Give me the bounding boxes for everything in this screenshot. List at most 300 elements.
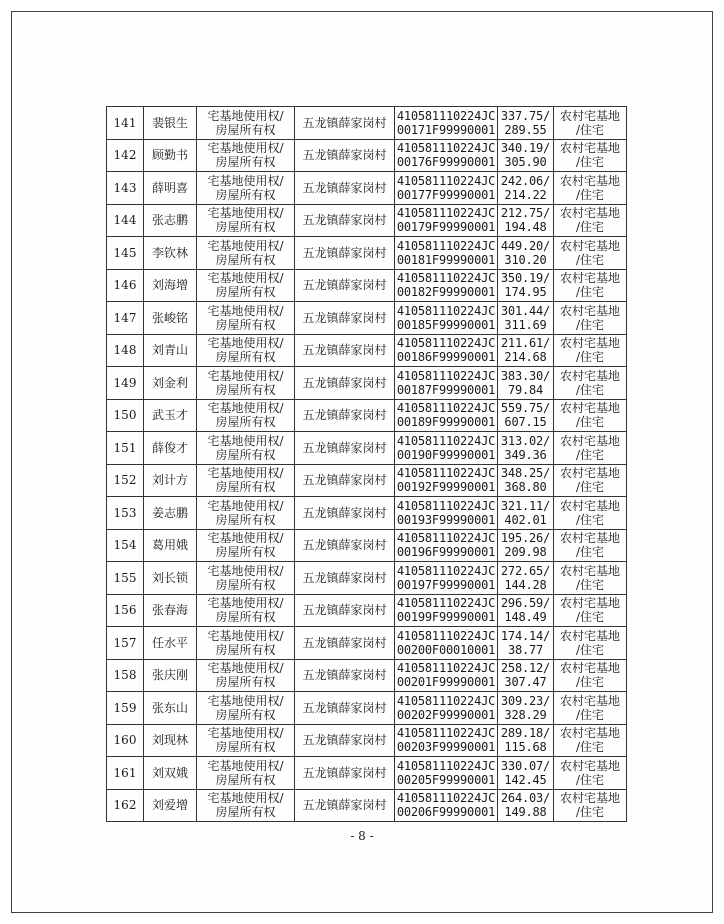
right-type-text: 宅基地使用权/ [207, 758, 284, 773]
owner-name-text: 张志鹏 [151, 213, 188, 228]
right-type [197, 757, 295, 790]
land-use-text: /住宅 [575, 122, 605, 137]
table-row [107, 757, 627, 790]
area [498, 464, 554, 497]
unit-code [395, 562, 498, 595]
land-use-text: 农村宅基地 [559, 791, 620, 806]
location-text: 五龙镇薛家岗村 [302, 310, 387, 325]
right-type [197, 789, 295, 822]
unit-code-text: 00181F99990001 [396, 252, 496, 267]
unit-code-text: 00186F99990001 [396, 350, 496, 365]
land-use-text: /住宅 [575, 220, 605, 235]
right-type-text: 宅基地使用权/ [207, 628, 284, 643]
unit-code-text: 00199F99990001 [396, 610, 496, 625]
owner-name [144, 334, 197, 367]
right-type-text: 宅基地使用权/ [207, 336, 284, 351]
area [498, 562, 554, 595]
right-type-text: 房屋所有权 [215, 610, 276, 625]
owner-name-text: 李钦林 [151, 245, 188, 260]
owner-name [144, 529, 197, 562]
row-number [107, 367, 144, 400]
unit-code [395, 302, 498, 335]
unit-code [395, 237, 498, 270]
owner-name-text: 张春海 [151, 603, 188, 618]
area [498, 302, 554, 335]
area-text: 349.36 [504, 447, 547, 462]
land-use-text: /住宅 [575, 610, 605, 625]
land-use-text: 农村宅基地 [559, 206, 620, 221]
owner-name [144, 269, 197, 302]
unit-code-text: 00187F99990001 [396, 382, 496, 397]
location [295, 204, 395, 237]
owner-name [144, 627, 197, 660]
area-text: 310.20 [504, 252, 547, 267]
unit-code [395, 497, 498, 530]
land-use-text: /住宅 [575, 805, 605, 820]
land-use-text: 农村宅基地 [559, 466, 620, 481]
land-use-text: /住宅 [575, 285, 605, 300]
row-number [107, 432, 144, 465]
table-body [107, 107, 627, 822]
table-row [107, 789, 627, 822]
table-row [107, 367, 627, 400]
land-use-text: /住宅 [575, 317, 605, 332]
land-use-text: 农村宅基地 [559, 336, 620, 351]
location [295, 789, 395, 822]
location [295, 302, 395, 335]
right-type-text: 房屋所有权 [215, 415, 276, 430]
right-type-text: 宅基地使用权/ [207, 141, 284, 156]
unit-code-text: 410581110224JC [396, 401, 496, 416]
right-type [197, 497, 295, 530]
row-number-text: 158 [113, 668, 137, 683]
unit-code-text: 00185F99990001 [396, 317, 496, 332]
unit-code-text: 00201F99990001 [396, 675, 496, 690]
unit-code-text: 00197F99990001 [396, 577, 496, 592]
area [498, 204, 554, 237]
area-text: 321.11/ [500, 498, 551, 513]
owner-name-text: 顾勤书 [151, 148, 188, 163]
location-text: 五龙镇薛家岗村 [302, 408, 387, 423]
area-text: 309.23/ [500, 693, 551, 708]
area-text: 289.18/ [500, 726, 551, 741]
row-number-text: 143 [113, 180, 137, 195]
owner-name-text: 葛用娥 [151, 538, 188, 553]
registration-table [106, 106, 627, 822]
area [498, 659, 554, 692]
right-type-text: 房屋所有权 [215, 285, 276, 300]
unit-code-text: 410581110224JC [396, 336, 496, 351]
land-use-text: /住宅 [575, 740, 605, 755]
land-use-text: 农村宅基地 [559, 693, 620, 708]
row-number [107, 497, 144, 530]
land-use-text: /住宅 [575, 187, 605, 202]
land-use [554, 692, 627, 725]
area-text: 296.59/ [500, 596, 551, 611]
owner-name [144, 724, 197, 757]
area-text: 214.68 [504, 350, 547, 365]
location-text: 五龙镇薛家岗村 [302, 245, 387, 260]
right-type [197, 269, 295, 302]
area-text: 311.69 [504, 317, 547, 332]
area [498, 497, 554, 530]
land-use-text: 农村宅基地 [559, 368, 620, 383]
area [498, 789, 554, 822]
land-use [554, 659, 627, 692]
land-use-text: 农村宅基地 [559, 108, 620, 123]
unit-code-text: 00182F99990001 [396, 285, 496, 300]
location [295, 757, 395, 790]
right-type [197, 594, 295, 627]
location [295, 464, 395, 497]
area-text: 607.15 [504, 415, 547, 430]
right-type [197, 529, 295, 562]
land-use-text: 农村宅基地 [559, 401, 620, 416]
unit-code [395, 399, 498, 432]
area [498, 237, 554, 270]
owner-name [144, 757, 197, 790]
location-text: 五龙镇薛家岗村 [302, 278, 387, 293]
row-number [107, 464, 144, 497]
land-use-text: 农村宅基地 [559, 498, 620, 513]
unit-code-text: 410581110224JC [396, 596, 496, 611]
unit-code-text: 410581110224JC [396, 238, 496, 253]
unit-code-text: 00176F99990001 [396, 155, 496, 170]
land-use-text: /住宅 [575, 480, 605, 495]
table-row [107, 269, 627, 302]
right-type [197, 659, 295, 692]
area-text: 142.45 [504, 772, 547, 787]
land-use-text: /住宅 [575, 447, 605, 462]
owner-name-text: 薛俊才 [151, 440, 188, 455]
owner-name [144, 432, 197, 465]
land-use-text: 农村宅基地 [559, 661, 620, 676]
unit-code [395, 789, 498, 822]
unit-code-text: 410581110224JC [396, 498, 496, 513]
right-type [197, 367, 295, 400]
owner-name-text: 刘双娥 [151, 765, 188, 780]
location-text: 五龙镇薛家岗村 [302, 213, 387, 228]
table-row [107, 204, 627, 237]
area-text: 368.80 [504, 480, 547, 495]
unit-code-text: 410581110224JC [396, 271, 496, 286]
row-number-text: 146 [113, 278, 137, 293]
owner-name [144, 789, 197, 822]
land-use-text: 农村宅基地 [559, 141, 620, 156]
table-row [107, 659, 627, 692]
location-text: 五龙镇薛家岗村 [302, 733, 387, 748]
location [295, 659, 395, 692]
unit-code [395, 757, 498, 790]
table-row [107, 334, 627, 367]
area-text: 209.98 [504, 545, 547, 560]
land-use-text: 农村宅基地 [559, 726, 620, 741]
location-text: 五龙镇薛家岗村 [302, 798, 387, 813]
table-row [107, 464, 627, 497]
area-text: 337.75/ [500, 108, 551, 123]
area-text: 258.12/ [500, 661, 551, 676]
right-type-text: 房屋所有权 [215, 480, 276, 495]
right-type [197, 724, 295, 757]
land-use [554, 757, 627, 790]
owner-name-text: 刘海增 [151, 278, 188, 293]
owner-name-text: 任水平 [151, 635, 188, 650]
row-number-text: 147 [113, 310, 137, 325]
area-text: 350.19/ [500, 271, 551, 286]
row-number [107, 789, 144, 822]
owner-name [144, 302, 197, 335]
unit-code [395, 627, 498, 660]
owner-name-text: 张峻铭 [151, 310, 188, 325]
row-number [107, 724, 144, 757]
unit-code [395, 172, 498, 205]
unit-code [395, 139, 498, 172]
right-type [197, 464, 295, 497]
unit-code-text: 410581110224JC [396, 108, 496, 123]
unit-code-text: 410581110224JC [396, 661, 496, 676]
unit-code-text: 00192F99990001 [396, 480, 496, 495]
land-use [554, 789, 627, 822]
land-use [554, 204, 627, 237]
right-type-text: 房屋所有权 [215, 187, 276, 202]
right-type-text: 房屋所有权 [215, 317, 276, 332]
land-use-text: /住宅 [575, 415, 605, 430]
land-use-text: /住宅 [575, 545, 605, 560]
unit-code-text: 410581110224JC [396, 466, 496, 481]
land-use-text: /住宅 [575, 772, 605, 787]
location [295, 237, 395, 270]
row-number [107, 529, 144, 562]
row-number [107, 334, 144, 367]
land-use [554, 529, 627, 562]
row-number-text: 161 [113, 765, 137, 780]
right-type [197, 692, 295, 725]
right-type-text: 宅基地使用权/ [207, 433, 284, 448]
row-number-text: 148 [113, 343, 137, 358]
right-type [197, 432, 295, 465]
location-text: 五龙镇薛家岗村 [302, 765, 387, 780]
land-use-text: /住宅 [575, 707, 605, 722]
land-use-text: /住宅 [575, 155, 605, 170]
owner-name [144, 659, 197, 692]
row-number-text: 162 [113, 798, 137, 813]
row-number-text: 154 [113, 538, 137, 553]
area-text: 115.68 [504, 740, 547, 755]
area-text: 195.26/ [500, 531, 551, 546]
row-number [107, 757, 144, 790]
area [498, 724, 554, 757]
area [498, 399, 554, 432]
owner-name [144, 172, 197, 205]
land-use [554, 432, 627, 465]
land-use-text: 农村宅基地 [559, 531, 620, 546]
land-use [554, 302, 627, 335]
area-text: 330.07/ [500, 758, 551, 773]
area-text: 79.84 [507, 382, 544, 397]
right-type-text: 房屋所有权 [215, 220, 276, 235]
area-text: 242.06/ [500, 173, 551, 188]
area-text: 289.55 [504, 122, 547, 137]
table-row [107, 237, 627, 270]
row-number-text: 149 [113, 375, 137, 390]
unit-code-text: 00190F99990001 [396, 447, 496, 462]
unit-code-text: 410581110224JC [396, 628, 496, 643]
row-number-text: 144 [113, 213, 137, 228]
location [295, 627, 395, 660]
unit-code-text: 410581110224JC [396, 563, 496, 578]
right-type [197, 237, 295, 270]
right-type-text: 房屋所有权 [215, 512, 276, 527]
row-number-text: 145 [113, 245, 137, 260]
area-text: 38.77 [507, 642, 544, 657]
land-use-text: 农村宅基地 [559, 433, 620, 448]
land-use [554, 464, 627, 497]
right-type-text: 宅基地使用权/ [207, 531, 284, 546]
row-number [107, 172, 144, 205]
right-type [197, 627, 295, 660]
location-text: 五龙镇薛家岗村 [302, 505, 387, 520]
unit-code-text: 00189F99990001 [396, 415, 496, 430]
location-text: 五龙镇薛家岗村 [302, 148, 387, 163]
area [498, 139, 554, 172]
owner-name-text: 刘青山 [151, 343, 188, 358]
area [498, 107, 554, 140]
land-use [554, 269, 627, 302]
location [295, 529, 395, 562]
area [498, 172, 554, 205]
right-type-text: 房屋所有权 [215, 805, 276, 820]
land-use-text: /住宅 [575, 350, 605, 365]
location-text: 五龙镇薛家岗村 [302, 375, 387, 390]
right-type-text: 宅基地使用权/ [207, 303, 284, 318]
location [295, 432, 395, 465]
owner-name-text: 裴银生 [151, 115, 188, 130]
unit-code-text: 410581110224JC [396, 693, 496, 708]
row-number [107, 399, 144, 432]
unit-code [395, 367, 498, 400]
owner-name [144, 204, 197, 237]
location-text: 五龙镇薛家岗村 [302, 668, 387, 683]
location [295, 562, 395, 595]
table-row [107, 529, 627, 562]
owner-name [144, 367, 197, 400]
area-text: 212.75/ [500, 206, 551, 221]
location [295, 107, 395, 140]
row-number [107, 627, 144, 660]
right-type-text: 宅基地使用权/ [207, 596, 284, 611]
unit-code [395, 529, 498, 562]
row-number-text: 152 [113, 473, 137, 488]
right-type-text: 宅基地使用权/ [207, 108, 284, 123]
row-number-text: 153 [113, 505, 137, 520]
area-text: 348.25/ [500, 466, 551, 481]
location-text: 五龙镇薛家岗村 [302, 570, 387, 585]
area [498, 367, 554, 400]
right-type-text: 房屋所有权 [215, 545, 276, 560]
unit-code-text: 00171F99990001 [396, 122, 496, 137]
right-type-text: 宅基地使用权/ [207, 563, 284, 578]
land-use-text: 农村宅基地 [559, 563, 620, 578]
row-number-text: 150 [113, 408, 137, 423]
right-type-text: 房屋所有权 [215, 252, 276, 267]
land-use [554, 627, 627, 660]
unit-code-text: 00193F99990001 [396, 512, 496, 527]
row-number-text: 141 [113, 115, 137, 130]
right-type-text: 房屋所有权 [215, 740, 276, 755]
right-type-text: 宅基地使用权/ [207, 726, 284, 741]
table-row [107, 724, 627, 757]
right-type-text: 宅基地使用权/ [207, 368, 284, 383]
location [295, 334, 395, 367]
location-text: 五龙镇薛家岗村 [302, 115, 387, 130]
unit-code [395, 204, 498, 237]
land-use [554, 562, 627, 595]
unit-code [395, 659, 498, 692]
row-number-text: 142 [113, 148, 137, 163]
owner-name-text: 姜志鹏 [151, 505, 188, 520]
row-number-text: 156 [113, 603, 137, 618]
land-use-text: 农村宅基地 [559, 238, 620, 253]
table-row [107, 497, 627, 530]
right-type-text: 宅基地使用权/ [207, 271, 284, 286]
land-use-text: 农村宅基地 [559, 173, 620, 188]
owner-name-text: 薛明喜 [151, 180, 188, 195]
location [295, 399, 395, 432]
table-row [107, 139, 627, 172]
unit-code-text: 00196F99990001 [396, 545, 496, 560]
row-number [107, 594, 144, 627]
area-text: 402.01 [504, 512, 547, 527]
land-use-text: /住宅 [575, 675, 605, 690]
land-use-text: 农村宅基地 [559, 596, 620, 611]
row-number-text: 155 [113, 570, 137, 585]
owner-name [144, 692, 197, 725]
location-text: 五龙镇薛家岗村 [302, 603, 387, 618]
area-text: 144.28 [504, 577, 547, 592]
land-use [554, 497, 627, 530]
unit-code-text: 410581110224JC [396, 173, 496, 188]
unit-code-text: 410581110224JC [396, 791, 496, 806]
area [498, 692, 554, 725]
table-row [107, 107, 627, 140]
area [498, 627, 554, 660]
unit-code [395, 594, 498, 627]
location [295, 692, 395, 725]
land-use [554, 367, 627, 400]
unit-code-text: 410581110224JC [396, 206, 496, 221]
area-text: 328.29 [504, 707, 547, 722]
owner-name [144, 237, 197, 270]
row-number [107, 562, 144, 595]
right-type-text: 房屋所有权 [215, 122, 276, 137]
area-text: 194.48 [504, 220, 547, 235]
unit-code-text: 00205F99990001 [396, 772, 496, 787]
land-use-text: /住宅 [575, 512, 605, 527]
unit-code [395, 107, 498, 140]
row-number [107, 692, 144, 725]
location-text: 五龙镇薛家岗村 [302, 440, 387, 455]
right-type [197, 334, 295, 367]
land-use [554, 594, 627, 627]
row-number-text: 151 [113, 440, 137, 455]
owner-name-text: 刘计方 [151, 473, 188, 488]
unit-code-text: 410581110224JC [396, 368, 496, 383]
unit-code-text: 00179F99990001 [396, 220, 496, 235]
land-use [554, 334, 627, 367]
owner-name-text: 张东山 [151, 700, 188, 715]
unit-code-text: 410581110224JC [396, 141, 496, 156]
owner-name [144, 464, 197, 497]
